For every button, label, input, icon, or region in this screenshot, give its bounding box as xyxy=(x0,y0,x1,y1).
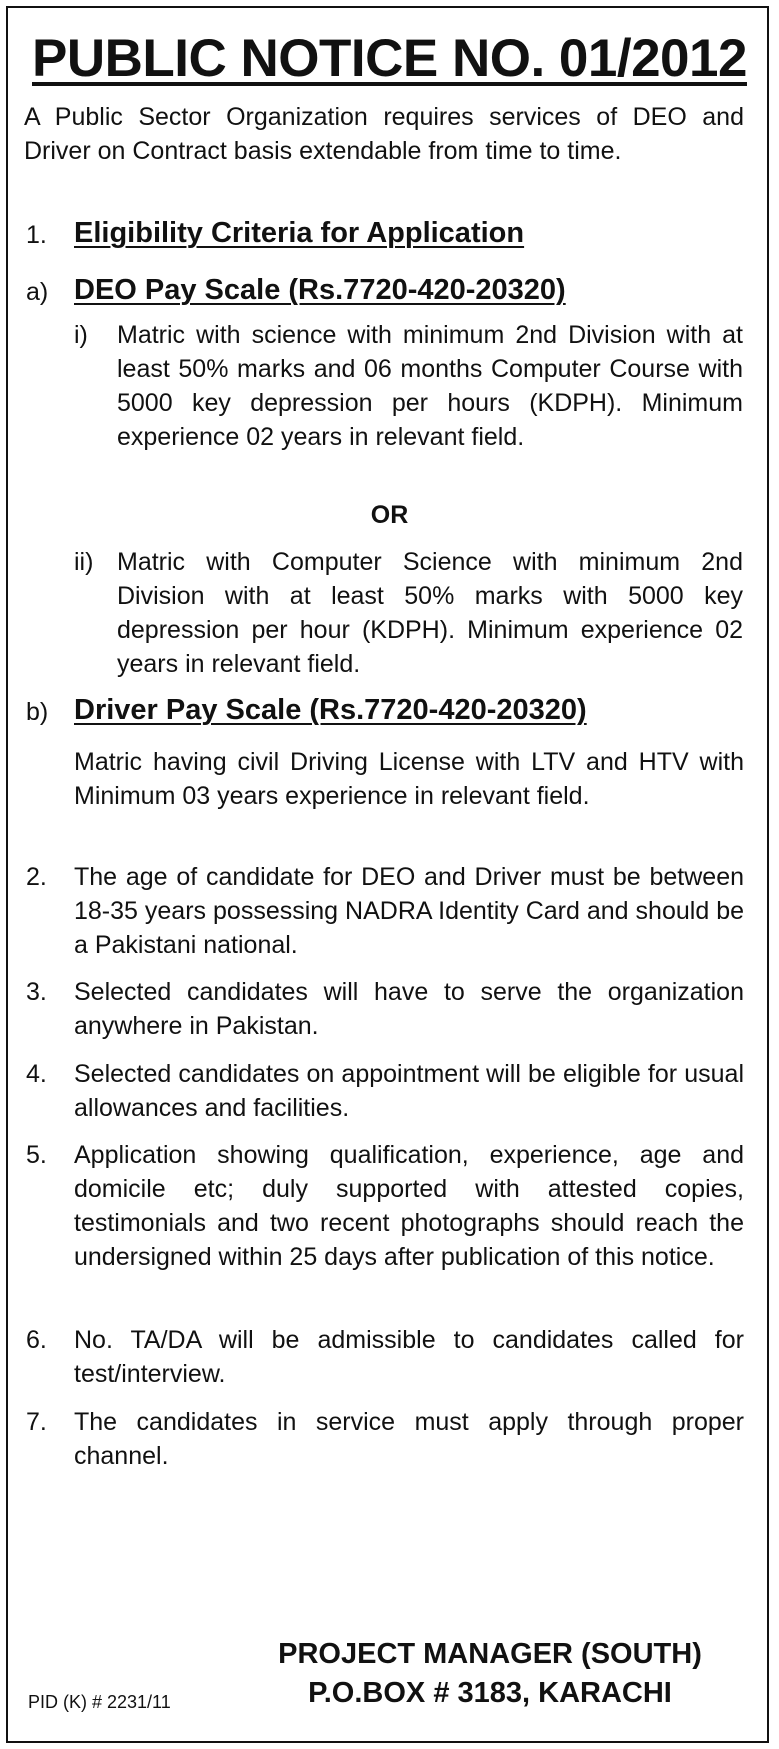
item-7-number: 7. xyxy=(26,1408,47,1436)
deo-option-1-text: Matric with science with minimum 2nd Division with at least 50% marks and 06 months Computer Course with 5000 key depression per hours (KDPH). Minimum experience 02 years in relevant field. xyxy=(117,321,743,451)
item-3-number: 3. xyxy=(26,978,47,1006)
intro-paragraph: A Public Sector Organization requires services of DEO and Driver on Contract basis extendable from time to time. xyxy=(24,103,744,165)
item-6-number: 6. xyxy=(26,1326,47,1354)
item-4-number: 4. xyxy=(26,1060,47,1088)
deo-option-2-marker: ii) xyxy=(74,548,94,576)
driver-marker: b) xyxy=(26,698,49,726)
deo-pay-scale-heading: DEO Pay Scale (Rs.7720-420-20320) xyxy=(74,274,566,306)
item-4-text: Selected candidates on appointment will be eligible for usual allowances and facilities. xyxy=(74,1060,744,1122)
deo-option-2-text: Matric with Computer Science with minimum 2nd Division with at least 50% marks with 5000 key depression per hour (KDPH). Minimum experience 02 years in relevant field. xyxy=(117,548,743,678)
deo-option-1-marker: i) xyxy=(74,321,88,349)
signatory-address: P.O.BOX # 3183, KARACHI xyxy=(308,1677,672,1709)
item-2-text: The age of candidate for DEO and Driver must be between 18-35 years possessing NADRA Identity Card and should be a Pakistani national. xyxy=(74,863,744,959)
item-5-number: 5. xyxy=(26,1141,47,1169)
section-number: 1. xyxy=(26,221,47,249)
item-7-text: The candidates in service must apply through proper channel. xyxy=(74,1408,744,1470)
pid-reference: PID (K) # 2231/11 xyxy=(28,1692,171,1712)
section-heading-eligibility: Eligibility Criteria for Application xyxy=(74,217,525,249)
or-separator: OR xyxy=(370,501,409,529)
item-3-text: Selected candidates will have to serve the organization anywhere in Pakistan. xyxy=(74,978,744,1040)
notice-title: PUBLIC NOTICE NO. 01/2012 xyxy=(32,29,747,88)
deo-marker: a) xyxy=(26,278,49,306)
item-6-text: No. TA/DA will be admissible to candidates called for test/interview. xyxy=(74,1326,744,1388)
driver-criteria-text: Matric having civil Driving License with LTV and HTV with Minimum 03 years experience in relevant field. xyxy=(74,748,744,810)
signatory-title: PROJECT MANAGER (SOUTH) xyxy=(278,1638,702,1670)
item-5-text: Application showing qualification, experience, age and domicile etc; duly supported with attested copies, testimonials and two recent photographs should reach the undersigned within 25 days after publication of this notice. xyxy=(74,1141,744,1271)
item-2-number: 2. xyxy=(26,863,47,891)
driver-pay-scale-heading: Driver Pay Scale (Rs.7720-420-20320) xyxy=(74,694,587,726)
